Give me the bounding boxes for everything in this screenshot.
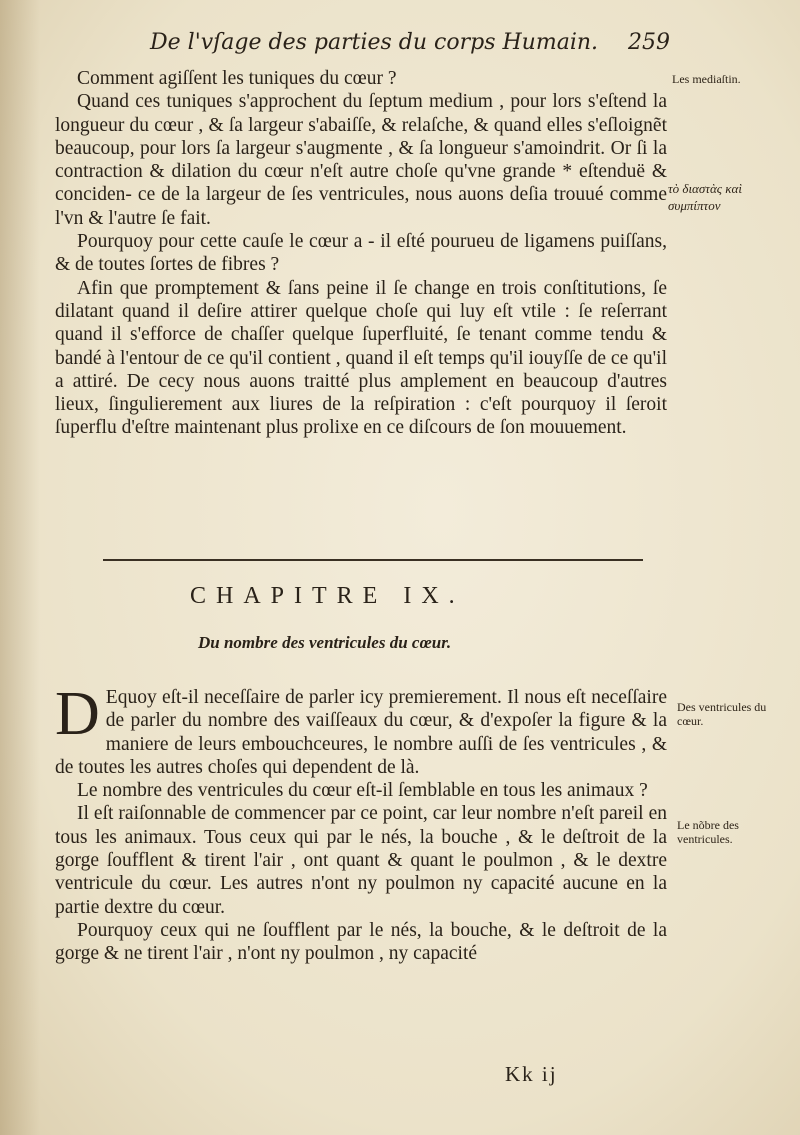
signature-mark: Kk ij — [505, 1062, 558, 1086]
text-block-top — [55, 67, 667, 440]
page-number: 259 — [628, 30, 670, 55]
chapter-title: CHAPITRE IX. — [190, 583, 465, 609]
paragraph: Afin que promptement & ſans peine il ſe change en trois conſtitutions, ſe dilatant quand il deſire attirer quelque choſe qui luy eſt vtile : ſe reſerrant quand il s'efforce de chaſſer quelque ſuperfluité, ſe tenant comme tendu & bandé à l'entour de ce qu'il contient , quand il eſt temps qu'il iouyſſe de ce qu'il a attiré. De cecy nous auons traitté plus amplement en beaucoup d'autres lieux, ſingulierement aux liures de la reſpiration : c'eſt pourquoy il ſeroit ſuperflu d'eſtre maintenant plus prolixe en ce diſcours de ſon mouuement. — [55, 277, 667, 439]
running-head: De l'vſage des parties du corps Humain. — [150, 30, 599, 55]
drop-cap: D — [55, 680, 100, 748]
margin-note-ventricules: Des ventricules du cœur. — [677, 700, 767, 728]
gutter-shadow — [0, 0, 40, 1135]
chapter-subtitle: Du nombre des ventricules du cœur. — [198, 633, 452, 652]
paragraph: Comment agiſſent les tuniques du cœur ? — [77, 68, 397, 89]
margin-note-mediastin: Les mediaſtin. — [672, 72, 741, 86]
paragraph: Il eſt raiſonnable de commencer par ce point, car leur nombre n'eſt pareil en tous les animaux. Tous ceux qui par le nés, la bouche , & le deſtroit de la gorge ſoufflent & tirent l'air , ont quant & quant le poulmon , & le dextre ventricule du cœur. Les autres n'ont ny poulmon ny capacité aucune en la partie dextre du cœur. — [55, 803, 667, 918]
text-block-bottom — [55, 680, 667, 966]
paragraph: Pourquoy ceux qui ne ſoufflent par le nés, la bouche, & le deſtroit de la gorge & ne tirent l'air , n'ont ny poulmon , ny capacité — [55, 919, 667, 965]
paragraph: Quand ces tuniques s'approchent du ſeptum medium , pour lors s'eſtend la longueur du cœur , & ſa largeur s'abaiſſe, & relaſche, & quand elles s'eſloignẽt beaucoup, pour lors ſa largeur s'augmente , & ſa longueur s'amoindrit. Or ſi la contraction & dilation du cœur n'eſt autre choſe qu'vne grande * eſtenduë & conciden- ce de la largeur de ſes ventricules, nous auons deſia trouué comme l'vn & l'autre ſe fait. — [55, 91, 667, 229]
section-divider — [103, 559, 643, 561]
paragraph-text: Equoy eſt-il neceſſaire de parler icy premierement. Il nous eſt neceſſaire de parler du nombre des vaiſſeaux du cœur, & d'expoſer la figure & la maniere de leurs embouchceures, le nombre auſſi de ſes ventricules , & de toutes les autres choſes qui dependent de là. — [55, 687, 667, 778]
paragraph: Le nombre des ventricules du cœur eſt-il ſemblable en tous les animaux ? — [77, 780, 648, 802]
paragraph: Pourquoy pour cette cauſe le cœur a - il eſté pourueu de ligamens puiſſans, & de toutes ſortes de fibres ? — [55, 231, 667, 276]
margin-note-greek: τὸ διαστὰς καὶ συμπίπτον — [668, 181, 742, 213]
first-paragraph — [55, 680, 667, 779]
margin-note-nombre: Le nõbre des ventricules. — [677, 818, 739, 846]
